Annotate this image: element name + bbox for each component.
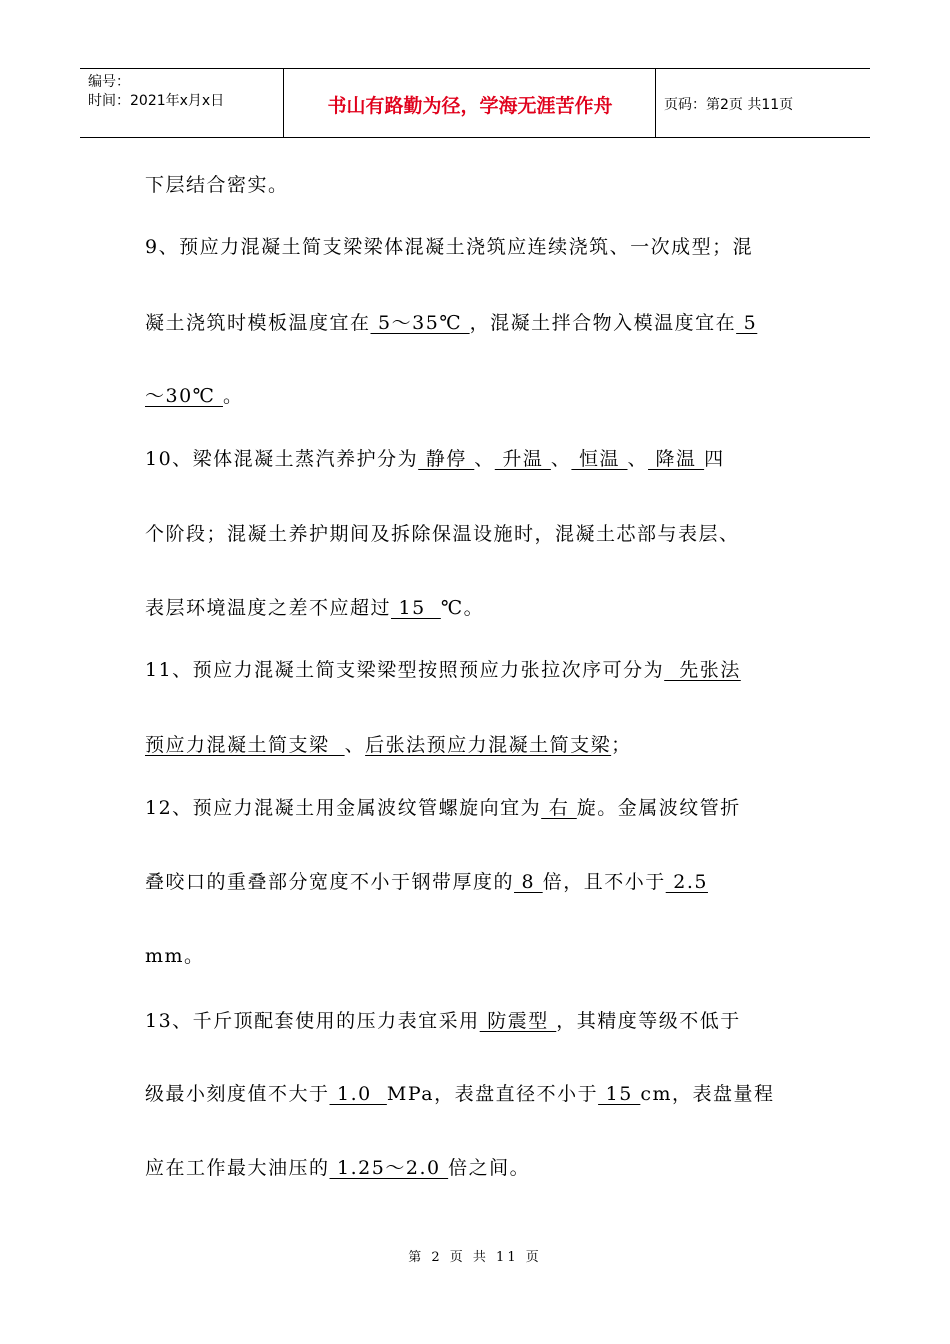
header-meta bbox=[88, 73, 224, 111]
answer-blank: 右 bbox=[541, 797, 577, 819]
answer-blank: 预应力混凝土简支梁 bbox=[145, 734, 345, 756]
answer-blank: 先张法 bbox=[664, 659, 741, 681]
answer-blank: 8 bbox=[514, 871, 543, 893]
text-line: 下层结合密实。 bbox=[145, 174, 289, 196]
text-line: 凝土浇筑时模板温度宜在 5～35℃ ，混凝土拌合物入模温度宜在 5 bbox=[145, 312, 758, 334]
time-label: 时间：2021年x月x日 bbox=[88, 93, 225, 109]
page-header bbox=[80, 68, 870, 138]
text-line: 表层环境温度之差不应超过 15 ℃。 bbox=[145, 597, 485, 619]
page-footer: 第 2 页 共 11 页 bbox=[408, 1250, 542, 1265]
text-line: 级最小刻度值不大于 1.0 MPa，表盘直径不小于 15 cm，表盘量程 bbox=[145, 1083, 775, 1105]
answer-blank: 后张法预应力混凝土简支梁 bbox=[365, 734, 612, 756]
answer-blank: 防震型 bbox=[479, 1010, 557, 1032]
answer-blank: 静停 bbox=[418, 448, 475, 470]
text-line: 11、预应力混凝土简支梁梁型按照预应力张拉次序可分为 先张法 bbox=[145, 659, 741, 681]
text-line: 应在工作最大油压的 1.25～2.0 倍之间。 bbox=[145, 1157, 531, 1179]
page-info: 页码：第2页 共11页 bbox=[664, 97, 794, 113]
text-line: 13、千斤顶配套使用的压力表宜采用 防震型 ，其精度等级不低于 bbox=[145, 1010, 741, 1032]
answer-blank: 5 bbox=[736, 312, 758, 334]
answer-blank: 升温 bbox=[494, 448, 551, 470]
text-line: mm。 bbox=[145, 945, 205, 967]
text-line: ～30℃ 。 bbox=[145, 385, 244, 407]
answer-blank: 2.5 bbox=[665, 871, 708, 893]
text-line: 预应力混凝土简支梁 、后张法预应力混凝土简支梁； bbox=[145, 734, 632, 756]
header-motto: 书山有路勤为径，学海无涯苦作舟 bbox=[327, 95, 613, 117]
header-divider bbox=[655, 69, 656, 137]
header-divider bbox=[283, 69, 284, 137]
text-line: 个阶段；混凝土养护期间及拆除保温设施时，混凝土芯部与表层、 bbox=[145, 523, 740, 545]
answer-blank: 5～35℃ bbox=[370, 312, 470, 334]
answer-blank: 15 bbox=[598, 1083, 641, 1105]
answer-blank: 15 bbox=[391, 597, 441, 619]
text-line: 10、梁体混凝土蒸汽养护分为 静停 、 升温 、 恒温 、 降温 四 bbox=[145, 448, 725, 470]
answer-blank: 1.0 bbox=[329, 1083, 387, 1105]
text-line: 12、预应力混凝土用金属波纹管螺旋向宜为 右 旋。金属波纹管折 bbox=[145, 797, 741, 819]
answer-blank: ～30℃ bbox=[145, 385, 223, 407]
answer-blank: 降温 bbox=[648, 448, 705, 470]
number-label: 编号： bbox=[88, 74, 130, 90]
answer-blank: 1.25～2.0 bbox=[329, 1157, 449, 1179]
answer-blank: 恒温 bbox=[571, 448, 628, 470]
text-line: 叠咬口的重叠部分宽度不小于钢带厚度的 8 倍，且不小于 2.5 bbox=[145, 871, 708, 893]
text-line: 9、预应力混凝土简支梁梁体混凝土浇筑应连续浇筑、一次成型；混 bbox=[145, 236, 754, 258]
